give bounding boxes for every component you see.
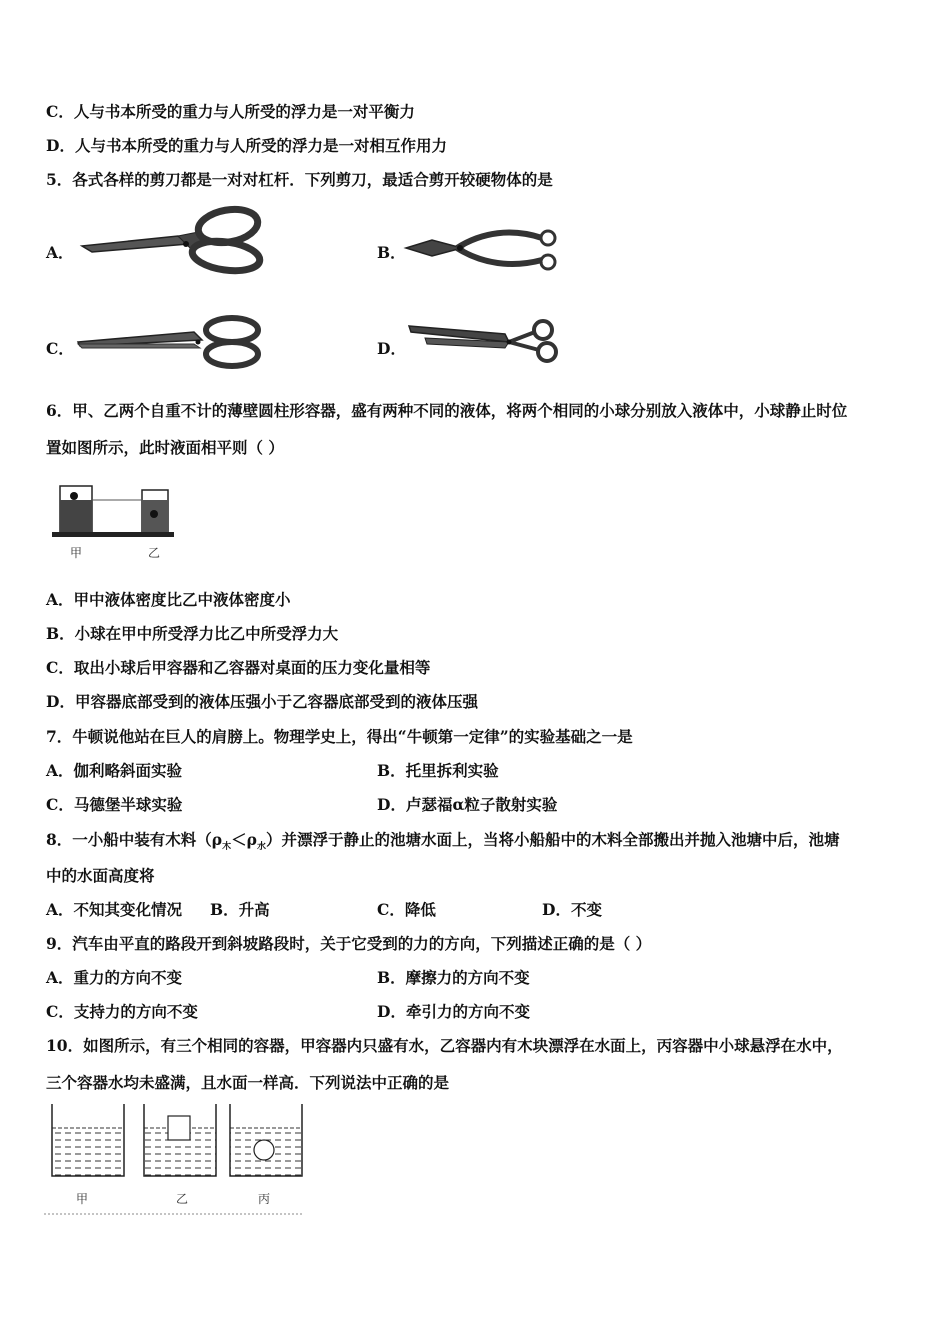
q9-option-a: A．重力的方向不变: [46, 968, 183, 987]
q8-stem-line2: 中的水面高度将: [46, 866, 155, 885]
q7-stem: 7．牛顿说他站在巨人的肩膀上。物理学史上，得出“牛顿第一定律”的实验基础之一是: [46, 727, 633, 746]
q9-stem: 9．汽车由平直的路段开到斜坡路段时，关于它受到的力的方向，下列描述正确的是（ ）: [46, 934, 652, 953]
q8-stem-post: ）并漂浮于静止的池塘水面上，当将小船船中的木料全部搬出并抛入池塘中后，池塘: [265, 830, 840, 849]
q6-stem-line2: 置如图所示，此时液面相平则（ ）: [46, 438, 284, 457]
q6-containers-diagram: [50, 480, 180, 544]
q7-option-b: B．托里拆利实验: [377, 761, 499, 780]
q9-option-b: B．摩擦力的方向不变: [377, 968, 530, 987]
q7-option-a: A．伽利略斜面实验: [46, 761, 183, 780]
q8-option-a: A．不知其变化情况: [46, 900, 183, 919]
scissors-a-icon: [78, 204, 268, 276]
q8-option-b: B．升高: [210, 900, 270, 919]
q10-label-jia: 甲: [76, 1192, 89, 1206]
q10-stem-line1: 10．如图所示，有三个相同的容器，甲容器内只盛有水，乙容器内有木块漂浮在水面上，丙容器中小球悬浮在水中，: [46, 1036, 843, 1055]
q6-option-c: C．取出小球后甲容器和乙容器对桌面的压力变化量相等: [46, 658, 431, 677]
q10-label-yi: 乙: [176, 1192, 189, 1206]
q6-label-jia: 甲: [70, 546, 83, 560]
q6-option-b: B．小球在甲中所受浮力比乙中所受浮力大: [46, 624, 339, 643]
q10-label-bing: 丙: [258, 1192, 271, 1206]
q8-stem-pre: 8．一小船中装有木料（ρ: [46, 830, 223, 849]
q7-option-d: D．卢瑟福α粒子散射实验: [377, 795, 558, 814]
scissors-b-icon: [402, 222, 562, 278]
q5-stem: 5．各式各样的剪刀都是一对对杠杆．下列剪刀，最适合剪开较硬物体的是: [46, 170, 553, 189]
q8-sub-wood: 木: [222, 842, 232, 853]
q4-option-c: C．人与书本所受的重力与人所受的浮力是一对平衡力: [46, 102, 415, 121]
q6-containers-figure: [50, 480, 180, 564]
q7-option-c: C．马德堡半球实验: [46, 795, 183, 814]
q10-containers-figure: [44, 1102, 306, 1218]
q10-stem-line2: 三个容器水均未盛满，且水面一样高．下列说法中正确的是: [46, 1073, 450, 1092]
q6-option-d: D．甲容器底部受到的液体压强小于乙容器底部受到的液体压强: [46, 692, 478, 711]
scissors-d-icon: [405, 314, 565, 370]
q9-option-d: D．牵引力的方向不变: [377, 1002, 530, 1021]
q6-label-yi: 乙: [148, 546, 161, 560]
q5-label-b: B．: [377, 243, 406, 262]
q6-stem-line1: 6．甲、乙两个自重不计的薄壁圆柱形容器，盛有两种不同的液体，将两个相同的小球分别放入液体中，小球静止时位: [46, 401, 848, 420]
q8-sub-water: 水: [256, 842, 266, 853]
scissors-c-icon: [74, 314, 266, 370]
q8-option-d: D．不变: [542, 900, 602, 919]
q8-option-c: C．降低: [377, 900, 436, 919]
q6-option-a: A．甲中液体密度比乙中液体密度小: [46, 590, 291, 609]
q5-label-c: C．: [46, 339, 74, 358]
q5-label-d: D．: [377, 339, 406, 358]
q9-option-c: C．支持力的方向不变: [46, 1002, 198, 1021]
q8-stem-line1: [46, 830, 839, 857]
q4-option-d: D．人与书本所受的重力与人所受的浮力是一对相互作用力: [46, 136, 447, 155]
q8-stem-mid: ＜ρ: [231, 830, 257, 849]
q5-label-a: A．: [46, 243, 74, 262]
